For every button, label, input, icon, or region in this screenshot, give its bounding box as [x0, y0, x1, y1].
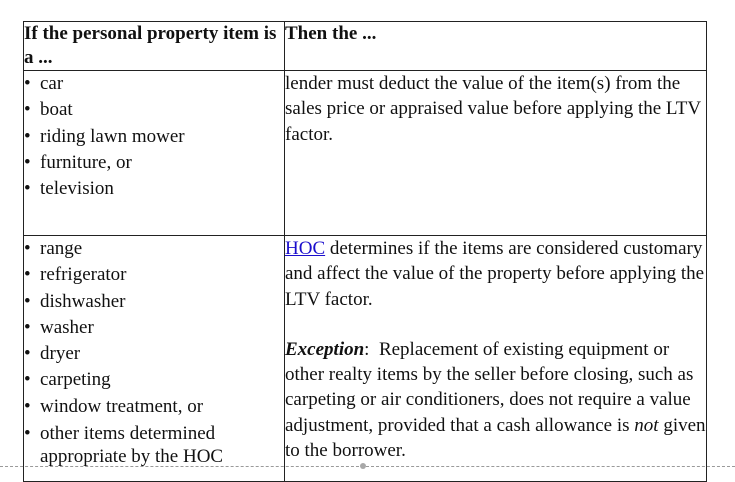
list-item: • carpeting	[24, 367, 284, 393]
bullet-icon: •	[24, 395, 31, 417]
bullet-icon: •	[24, 264, 31, 286]
page-break-handle[interactable]	[360, 463, 366, 469]
list-item: • washer	[24, 315, 284, 341]
result-text: lender must deduct the value of the item(s) from the sales price or appraised value before applying the LTV factor.	[285, 73, 701, 145]
item-list	[24, 236, 284, 468]
header-left: If the personal property item is a ...	[24, 22, 285, 71]
result-text: HOC determines if the items are considered customary and affect the value of the property before applying the LTV factor.	[285, 238, 705, 310]
result-cell	[285, 71, 707, 236]
list-item: • car	[24, 71, 284, 97]
item-list	[24, 71, 284, 202]
bullet-icon: •	[24, 99, 31, 121]
exception-text: Exception: Replacement of existing equipment or other realty items by the seller before closing, such as carpeting or air conditioners, does not require a value adjustment, provided that a cash allowance is not given to the borrower.	[285, 338, 706, 462]
exception-label: Exception	[285, 338, 365, 360]
list-item: • dryer	[24, 341, 284, 367]
list-item: • other items determined appropriate by the HOC	[24, 423, 224, 468]
bullet-icon: •	[24, 238, 31, 259]
header-row	[24, 22, 707, 71]
hoc-link[interactable]: HOC	[285, 238, 326, 259]
items-cell	[24, 236, 285, 482]
list-item: • television	[24, 176, 284, 202]
list-item: • refrigerator	[24, 262, 284, 288]
list-item: • dishwasher	[24, 289, 284, 315]
emphasis-not: not	[634, 414, 659, 436]
list-item: • riding lawn mower	[24, 124, 284, 150]
bullet-icon: •	[24, 73, 31, 94]
page-break-rule	[0, 466, 735, 467]
property-rules-table	[23, 21, 707, 482]
table-row	[24, 236, 707, 482]
bullet-icon: •	[24, 369, 31, 391]
list-item: • furniture, or	[24, 150, 284, 176]
list-item: • boat	[24, 97, 284, 123]
result-cell	[285, 236, 707, 482]
bullet-icon: •	[24, 151, 31, 173]
items-cell	[24, 71, 285, 236]
table-row	[24, 71, 707, 236]
list-item: • range	[24, 236, 284, 262]
bullet-icon: •	[24, 343, 31, 365]
paragraph-gap	[285, 312, 706, 337]
bullet-icon: •	[24, 423, 31, 445]
header-right: Then the ...	[285, 22, 707, 71]
bullet-icon: •	[24, 316, 31, 338]
bullet-icon: •	[24, 125, 31, 147]
bullet-icon: •	[24, 290, 31, 312]
list-item: • window treatment, or	[24, 394, 284, 420]
bullet-icon: •	[24, 178, 31, 200]
